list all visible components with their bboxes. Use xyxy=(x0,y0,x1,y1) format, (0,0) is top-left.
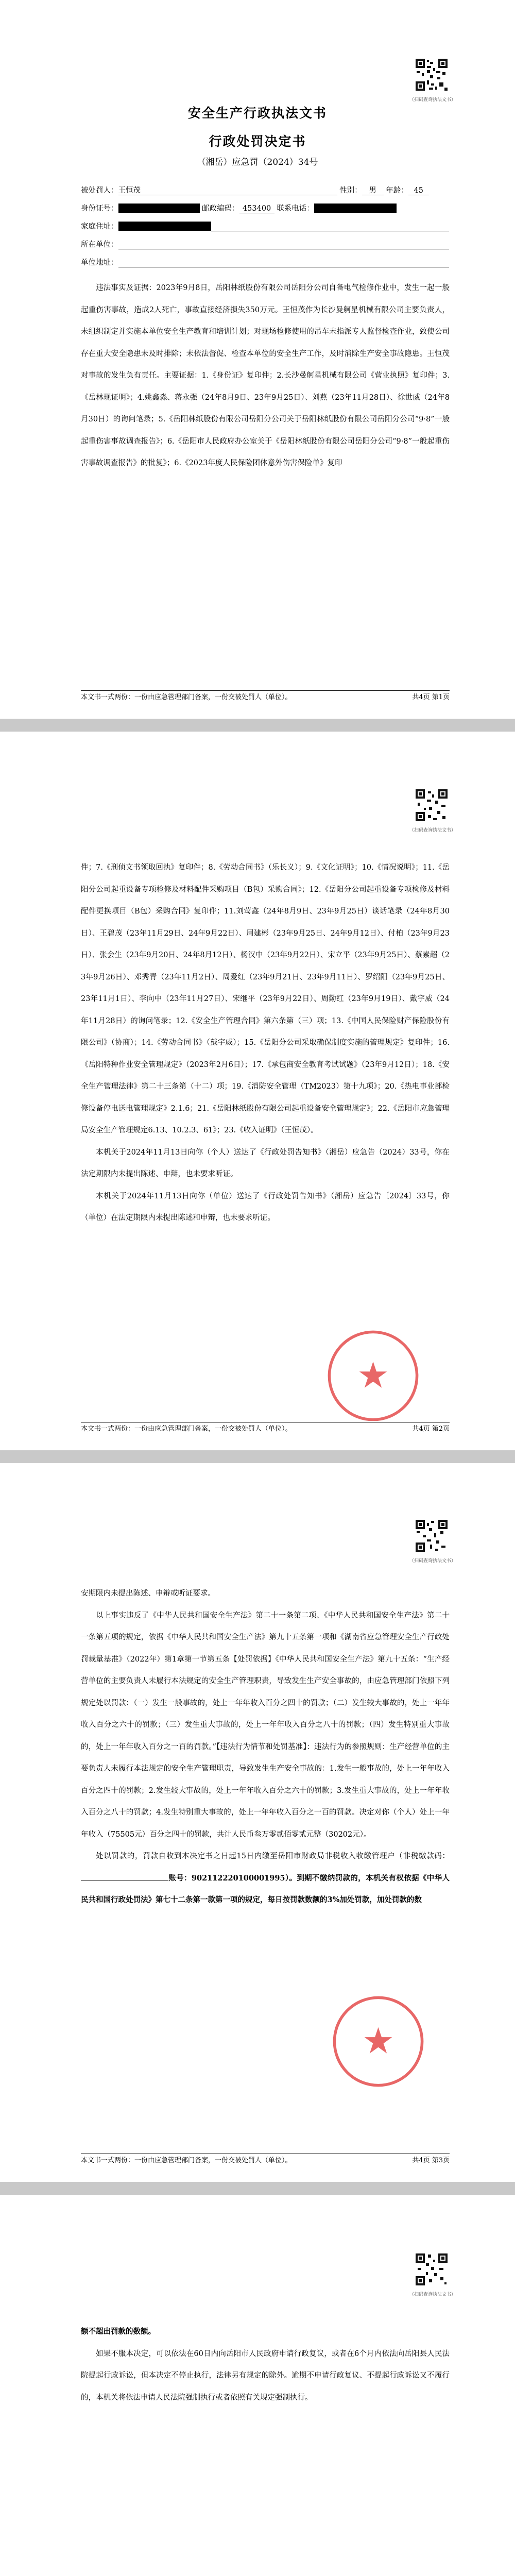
page-footer xyxy=(81,1422,450,1434)
party-row xyxy=(81,185,450,196)
document-page-2 xyxy=(0,732,515,1450)
footer-note: 本文书一式两份：一份由应急管理部门备案，一份交被处罚人（单位）。 xyxy=(81,1425,292,1433)
page-footer xyxy=(81,2154,450,2165)
unit-address-label: 单位地址： xyxy=(81,259,118,267)
qr-code-icon[interactable] xyxy=(415,2252,449,2286)
qr-caption: （扫码查询执法文书） xyxy=(409,97,456,103)
unit-row xyxy=(81,240,450,250)
tel-label: 联系电话： xyxy=(277,205,314,213)
unit-label: 所在单位： xyxy=(81,241,118,249)
unit-value xyxy=(118,240,449,249)
party-label: 被处罚人： xyxy=(81,187,118,195)
paragraph: 违法事实及证据：2023年9月8日，岳阳林纸股份有限公司岳阳分公司自备电气检修作业中，发生一起一般起重伤害事故，造成2人死亡，事故直接经济损失350万元。王恒茂作为长沙曼舸星机械有限公司主要负责人，未组织制定并实施本单位安全生产教育和培训计划；对现场检修使用的吊车未指派专人监督检查作业，致使公司存在重大安全隐患未及时排除；未依法督促、检查本单位的安全生产工作，及时消除生产安全事故隐患。王恒茂对事故的发生负有责任。主要证据：1.《身份证》复印件；2.长沙曼舸星机械有限公司《营业执照》复印件；3.《岳林现证明》；4.姚鑫淼、蒋永强（24年8月9日、23年9月25日）、刘燕（23年11月28日）、徐世威（24年8月30日）的询问笔录；5.《岳阳林纸股份有限公司岳阳分公司关于岳阳林纸股份有限公司岳阳分公司“9·8”一般起重伤害事故调查报告》；6.《岳阳市人民政府办公室关于《岳阳林纸股份有限公司岳阳分公司“9·8”一般起重伤害事故调查报告》的批复》；6.《2023年度人民保险团体意外伤害保险单》复印 xyxy=(81,284,450,467)
document-subtitle: 行政处罚决定书 xyxy=(209,134,306,149)
paragraph: 如果不服本决定，可以依法在60日内向岳阳市人民政府申请行政复议，或者在6个月内依法向岳阳县人民法院提起行政诉讼，但本决定不停止执行，法律另有规定的除外。逾期不申请行政复议、不提起行政诉讼又不履行的，本机关将依法申请人民法院强制执行或者依照有关规定强制执行。 xyxy=(81,2349,450,2402)
sex-label: 性别： xyxy=(339,187,362,195)
footer-note: 本文书一式两份：一份由应急管理部门备案，一份交被处罚人（单位）。 xyxy=(81,2157,292,2164)
redacted-id-number xyxy=(118,204,200,213)
document-page-1 xyxy=(0,0,515,719)
address-label: 家庭住址： xyxy=(81,223,118,231)
age-label: 年龄： xyxy=(386,187,408,195)
paragraph: 本机关于2024年11月13日向你（个人）送达了《行政处罚告知书》（湘岳）应急告（2024）33号，你在法定期限内未提出陈述、申辩，也未要求听证。 xyxy=(81,1148,450,1178)
qr-caption: （扫码查询执法文书） xyxy=(409,1558,456,1564)
zip-value: 453400 xyxy=(239,204,274,213)
footer-note: 本文书一式两份：一份由应急管理部门备案，一份交被处罚人（单位）。 xyxy=(81,693,292,701)
zip-label: 邮政编码： xyxy=(202,205,239,213)
body-text-page-2 xyxy=(81,857,450,1229)
paragraph: 本机关于2024年11月13日向你（单位）送达了《行政处罚告知书》（湘岳）应急告〔2024〕33号，你（单位）在法定期限内未提出陈述和申辩，也未要求听证。 xyxy=(81,1192,450,1222)
qr-code-icon[interactable] xyxy=(415,1519,449,1553)
qr-caption: （扫码查询执法文书） xyxy=(409,2292,456,2297)
unit-address-value xyxy=(118,258,449,267)
paragraph: 处以罚款的，罚款自收到本决定书之日起15日内缴至岳阳市财政局非税收入收缴管理户（非税缴款码：账号：902112220100001995）。到期不缴纳罚款的，本机关有权依据《中华人民共和国行政处罚法》第七十二条第一款第一项的规定，每日按罚款数额的3%加处罚款，加处罚款的数 xyxy=(81,1852,450,1904)
page-footer xyxy=(81,690,450,702)
id-label: 身份证号： xyxy=(81,205,118,213)
page-number: 共4页 第2页 xyxy=(412,1425,450,1433)
document-page-4 xyxy=(0,2195,515,2576)
redacted-address xyxy=(118,222,211,231)
sex-value: 男 xyxy=(362,185,384,195)
paragraph: 以上事实违反了《中华人民共和国安全生产法》第二十一条第二项、《中华人民共和国安全生产法》第二十一条第五项的规定，依据《中华人民共和国安全生产法》第九十五条第一项和《湖南省应急管理安全生产行政处罚裁量基准》（2022年）第1章第一节第五条【处罚依据】《中华人民共和国安全生产法》第九十五条：“生产经营单位的主要负责人未履行本法规定的安全生产管理职责，导致发生生产安全事故的，由应急管理部门依照下列规定处以罚款：（一）发生一般事故的，处上一年年收入百分之四十的罚款；（二）发生较大事故的，处上一年年收入百分之六十的罚款；（三）发生重大事故的，处上一年年收入百分之八十的罚款；（四）发生特别重大事故的，处上一年年收入百分之一百的罚款。”【违法行为情节和处罚基准】：违法行为的参照规则：生产经营单位的主要负责人未履行本法规定的安全生产管理职责，导致发生生产安全事故的：1.发生一般事故的，处上一年年收入百分之四十的罚款；2.发生较大事故的，处上一年年收入百分之六十的罚款；3.发生重大事故的，处上一年年收入百分之八十的罚款；4.发生特别重大事故的，处上一年年收入百分之一百的罚款。决定对你（个人）处上一年年收入（75505元）百分之四十的罚款，共计人民币叁万零贰佰零贰元整（30202元）。 xyxy=(81,1611,450,1839)
qr-caption: （扫码查询执法文书） xyxy=(409,828,456,833)
age-value: 45 xyxy=(408,185,429,195)
paragraph: 额不超出罚款的数额。 xyxy=(81,2327,156,2336)
unit-address-row xyxy=(81,258,450,268)
qr-code-icon[interactable] xyxy=(415,788,449,822)
body-text-page-3 xyxy=(81,1583,450,1911)
page-number: 共4页 第1页 xyxy=(412,693,450,701)
body-text-page-4 xyxy=(81,2321,450,2409)
document-number: （湘岳）应急罚（2024）34号 xyxy=(197,157,318,167)
paragraph: 安期限内未提出陈述、申辩或听证要求。 xyxy=(81,1589,215,1598)
official-seal-icon xyxy=(331,1994,426,2089)
id-row xyxy=(81,204,450,214)
page-number: 共4页 第3页 xyxy=(412,2157,450,2164)
party-name: 王恒茂 xyxy=(118,185,337,195)
official-seal-icon xyxy=(325,1328,421,1423)
qr-code-icon[interactable] xyxy=(415,58,449,92)
body-text-page-1 xyxy=(81,277,450,474)
document-title: 安全生产行政执法文书 xyxy=(187,106,327,121)
document-page-3 xyxy=(0,1463,515,2182)
address-row xyxy=(81,222,450,232)
redacted-phone xyxy=(314,204,397,213)
paragraph: 件；7.《刑侦文书领取回执》复印件；8.《劳动合同书》（乐长义）；9.《文化证明》；10.《情况说明》；11.《岳阳分公司起重设备专项检修及材料配件采购项目（B包）采购合同》；12.《岳阳分公司起重设备专项检修及材料配件更换项目（B包）采购合同》复印件；11.刘莺鑫（24年8月9日、23年9月25日）谈话笔录（24年8月30日）、王碧茂（23年11月29日、24年9月22日）、周建彬（23年9月25日、24年9月12日）、付柏（23年9月23日）、张会生（23年9月20日、24年8月12日）、杨汉中（23年9月22日）、宋立平（23年9月25日）、蔡素超（23年9月26日）、邓秀青（23年11月2日）、周爱红（23年9月21日、23年9月11日）、罗绍阳（23年9月25日、23年11月1日）、李向中（23年11月27日）、宋继平（23年9月22日）、周勤红（23年9月19日）、戴宇威（24年11月28日）的询问笔录；12.《安全生产管理合同》第六条第（三）项；13.《中国人民保险财产保险股份有限公司》（协商）；14.《劳动合同书》（戴宇威）；15.《岳阳分公司采取确保制度实施的管理规定》复印件；16.《岳阳特种作业安全管理规定》（2023年2月6日）；17.《承包商安全教育考试试题》（23年9月12日）；18.《安全生产管理法律》第二十三条第（十二）项；19.《消防安全管理（TM2023）第十九项》；20.《热电事业部检修设备停电送电管理规定》2.1.6；21.《岳阳林纸股份有限公司起重设备安全管理规定》；22.《岳阳市应急管理局安全生产管理规定6.13、10.2.3、61》；23.《收入证明》（王恒茂）。 xyxy=(81,863,450,1134)
